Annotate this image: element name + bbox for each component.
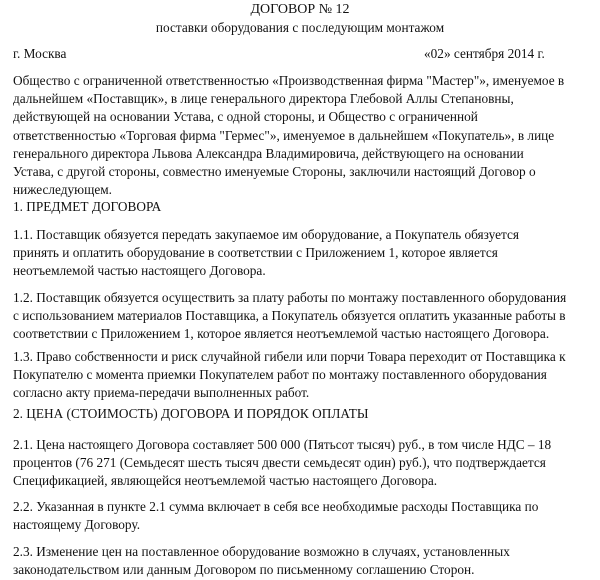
text-line: процентов (76 271 (Семьдесят шесть тысяч двести семьдесят один) руб.), что подтверждается [13,455,546,471]
text-line: Устава, с другой стороны, совместно именуемые Стороны, заключили настоящий Договор о [13,164,536,180]
text-line: неотъемлемой частью настоящего Договора. [13,263,266,279]
clause-2-2 [13,498,578,534]
contract-city: г. Москва [13,46,67,61]
text-line: 2.1. Цена настоящего Договора составляет 500 000 (Пятьсот тысяч) руб., в том числе НДС – 18 [13,437,552,452]
contract-date: «02» сентября 2014 г. [424,46,545,61]
text-line: 1.2. Поставщик обязуется осуществить за плату работы по монтажу поставленного оборудования [13,290,567,305]
text-line: ответственностью «Торговая фирма "Гермес"», именуемое в дальнейшем «Покупатель», в лице [13,127,555,143]
text-line: принять и оплатить оборудование в соответствии с Приложением 1, которое является [13,245,498,261]
text-line: генерального директора Львова Александра Владимировича, действующего на основании [13,145,524,161]
section-1-heading [13,198,578,216]
clause-2-3 [13,543,578,579]
heading-text: 2. ЦЕНА (СТОИМОСТЬ) ДОГОВОРА И ПОРЯДОК ОПЛАТЫ [13,406,369,421]
section-2-heading [13,405,578,423]
text-line: с использованием материалов Поставщика, а Покупатель обязуется оплатить указанные работы в [13,308,566,324]
document-subtitle: поставки оборудования с последующим монтажом [155,20,445,35]
text-line: Покупателю с момента приемки Покупателем работ по монтажу поставленного оборудования [13,367,547,383]
text-line: 2.3. Изменение цен на поставленное оборудование возможно в случаях, установленных [13,544,510,559]
preamble-paragraph [13,72,578,199]
text-line: Общество с ограниченной ответственностью «Производственная фирма "Мастер"», именуемое в [13,73,565,88]
heading-text: 1. ПРЕДМЕТ ДОГОВОРА [13,199,162,214]
clause-1-1 [13,226,578,281]
text-line: законодательством или данным Договором по письменному соглашению Сторон. [13,562,475,578]
text-line: дальнейшем «Поставщик», в лице генерального директора Глебовой Аллы Степановны, [13,91,514,107]
text-line: соответствии с Приложением 1, которое является неотъемлемой частью настоящего Договора. [13,326,550,342]
text-line: Спецификацией, являющейся неотъемлемой частью настоящего Договора. [13,473,438,489]
text-line: согласно акту приема-передачи выполненных работ. [13,385,310,401]
clause-1-2 [13,289,578,344]
text-line: 1.3. Право собственности и риск случайной гибели или порчи Товара переходит от Поставщика к [13,349,566,364]
document-title: ДОГОВОР № 12 [250,2,350,17]
text-line: 1.1. Поставщик обязуется передать закупаемое им оборудование, а Покупатель обязуется [13,227,520,242]
clause-2-1 [13,436,578,491]
text-line: нижеследующем. [13,182,112,198]
text-line: 2.2. Указанная в пункте 2.1 сумма включает в себя все необходимые расходы Поставщика по [13,499,539,514]
text-line: настоящему Договору. [13,517,141,533]
text-line: действующей на основании Устава, с одной стороны, и Общество с ограниченной [13,109,478,125]
clause-1-3 [13,348,578,403]
